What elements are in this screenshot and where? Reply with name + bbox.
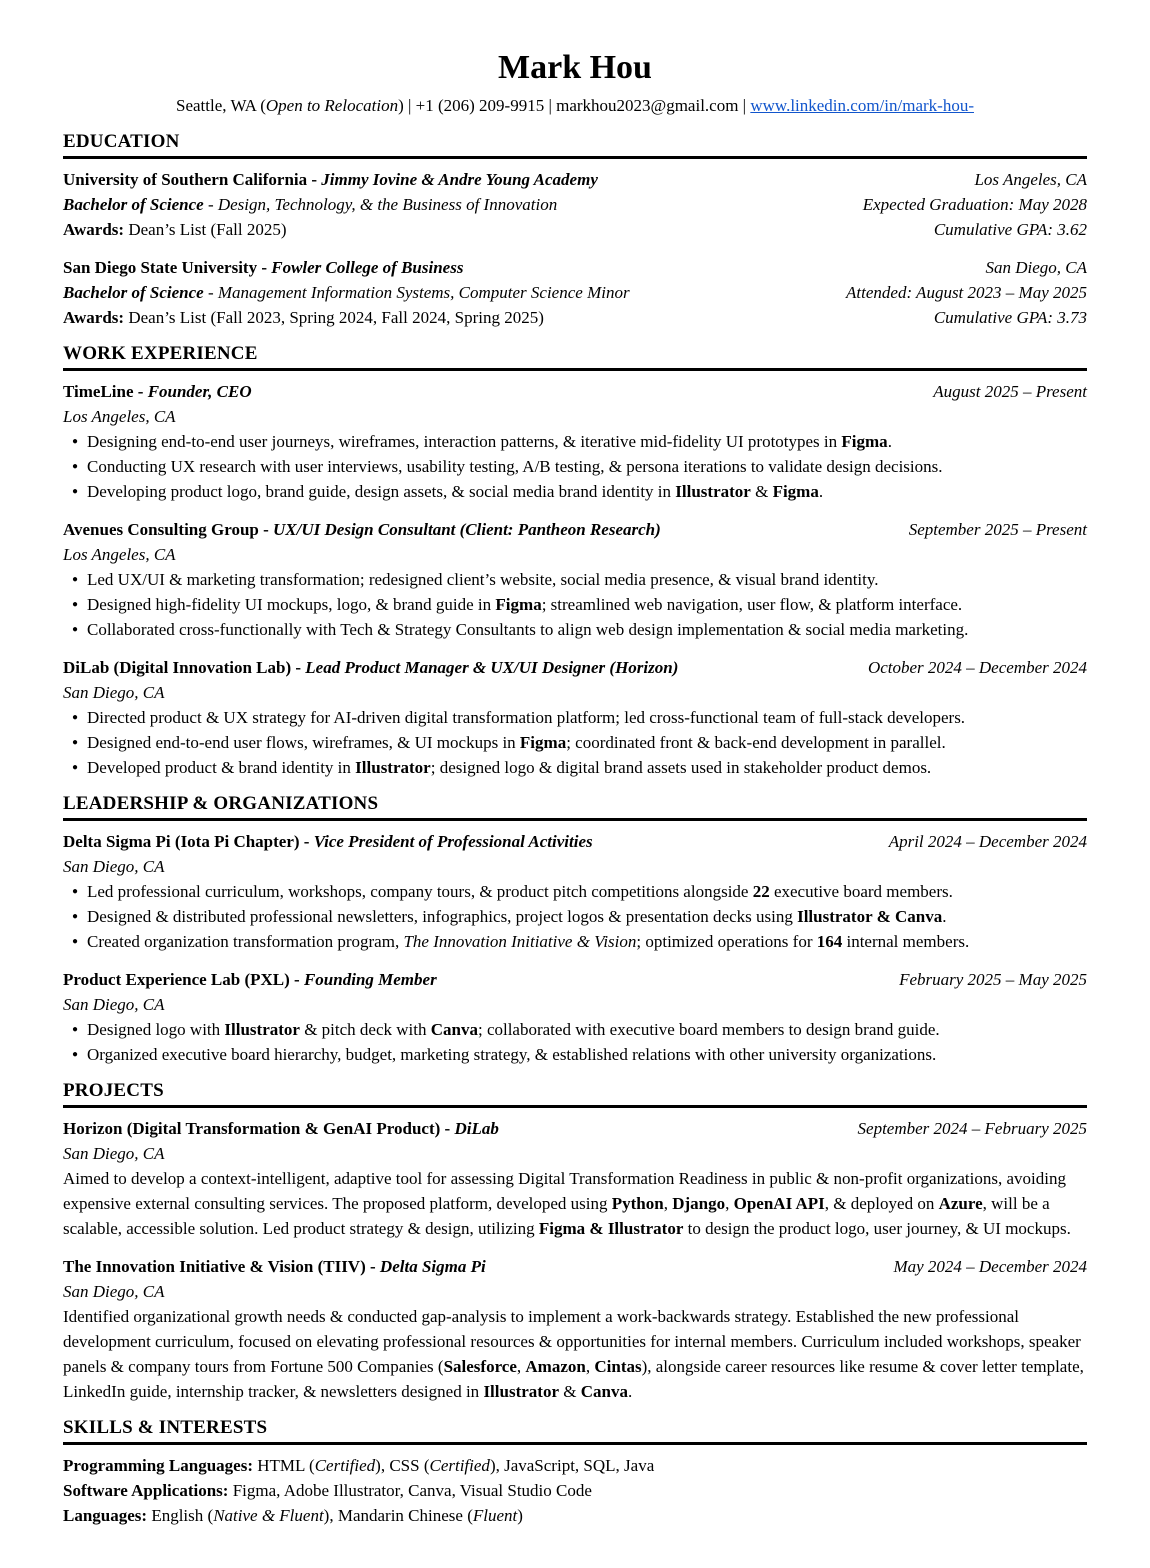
text-run: Python (611, 1194, 664, 1213)
text-run: University of Southern California - (63, 170, 322, 189)
text-run: Created organization transformation program, (87, 932, 404, 951)
text-run: Open to Relocation (265, 96, 399, 115)
text-run: Dean’s List (Fall 2025) (124, 220, 287, 239)
text-run: Figma (495, 595, 542, 614)
text-run: to design the product logo, user journey, & UI mockups. (683, 1219, 1071, 1238)
entry-row (63, 192, 1087, 217)
section-divider (63, 1442, 1087, 1445)
section-divider (63, 368, 1087, 371)
text-run: Directed product & UX strategy for AI-driven digital transformation platform; led cross-functional team of full-stack developers. (87, 708, 966, 727)
text-run: - Management Information Systems, Computer Science Minor (203, 283, 630, 302)
entry-header (63, 379, 1087, 404)
entry-right: Cumulative GPA: 3.73 (933, 308, 1087, 327)
text-run: Certified (429, 1456, 490, 1475)
entry-heading (63, 517, 885, 542)
text-run: Figma & Illustrator (538, 1219, 684, 1238)
bullet-text (87, 929, 1087, 954)
text-run: ), Mandarin Chinese ( (323, 1506, 473, 1525)
text-run: ) | +1 (206) 209-9915 | markhou2023@gmail.com | (398, 96, 751, 115)
entry-location: Los Angeles, CA (63, 407, 176, 426)
entry-location: San Diego, CA (63, 683, 165, 702)
entry-right: Attended: August 2023 – May 2025 (846, 283, 1087, 302)
entry (63, 1254, 1087, 1404)
text-run: OpenAI API (733, 1194, 825, 1213)
bullet-text (87, 1017, 1087, 1042)
entry (63, 517, 1087, 642)
bullet-item (63, 1017, 1087, 1042)
text-run: Native & Fluent (213, 1506, 324, 1525)
text-run: , (516, 1357, 526, 1376)
entry-header (63, 1254, 1087, 1279)
skills-line (63, 1478, 1087, 1503)
text-run: Illustrator (483, 1382, 559, 1401)
text-run: Organized executive board hierarchy, budget, marketing strategy, & established relations with other university organizations. (87, 1045, 937, 1064)
text-run: Figma (519, 733, 567, 752)
section-title: PROJECTS (63, 1080, 164, 1101)
entry-paragraph (63, 1304, 1087, 1404)
section-title: EDUCATION (63, 131, 180, 152)
text-run: Azure (938, 1194, 983, 1213)
text-run: Delta Sigma Pi (Iota Pi Chapter) - (63, 832, 314, 851)
text-run: Jimmy Iovine & Andre Young Academy (321, 170, 598, 189)
entry-date: October 2024 – December 2024 (867, 658, 1087, 677)
text-run: Figma (841, 432, 888, 451)
bullet-icon: ● (72, 737, 79, 748)
text-run: , (725, 1194, 734, 1213)
entry (63, 255, 1087, 330)
section-divider (63, 818, 1087, 821)
entry (63, 967, 1087, 1067)
entry-row (63, 305, 1087, 330)
bullet-text (87, 879, 1087, 904)
entry-left (63, 305, 910, 330)
entry-header (63, 829, 1087, 854)
text-run: DiLab (454, 1119, 499, 1138)
bullet-icon: ● (72, 486, 79, 497)
text-run: & (558, 1382, 581, 1401)
entry-right: Cumulative GPA: 3.62 (933, 220, 1087, 239)
resume-body (63, 130, 1087, 1528)
entry-heading (63, 655, 844, 680)
entry-date: April 2024 – December 2024 (888, 832, 1087, 851)
text-run: . (942, 907, 947, 926)
text-run: 164 (816, 932, 843, 951)
entry-heading (63, 829, 865, 854)
bullet-text (87, 454, 1087, 479)
section-divider (63, 156, 1087, 159)
text-run: UX/UI Design Consultant (Client: Pantheon Research) (273, 520, 661, 539)
bullet-icon: ● (72, 574, 79, 585)
entry-location: San Diego, CA (63, 1282, 165, 1301)
text-run: Lead Product Manager & UX/UI Designer (Horizon) (305, 658, 679, 677)
text-run: 22 (752, 882, 770, 901)
entry-row (63, 255, 1087, 280)
bullet-icon: ● (72, 886, 79, 897)
bullet-item (63, 929, 1087, 954)
entry-location: Los Angeles, CA (63, 545, 176, 564)
entry-header (63, 517, 1087, 542)
text-run: Illustrator & Canva (797, 907, 943, 926)
bullet-item (63, 879, 1087, 904)
entry-heading (63, 967, 875, 992)
bullet-text (87, 592, 1087, 617)
text-run: Fowler College of Business (271, 258, 464, 277)
text-run: Salesforce (443, 1357, 517, 1376)
bullet-text (87, 904, 1087, 929)
text-run: Designed high-fidelity UI mockups, logo, & brand guide in (87, 595, 496, 614)
bullet-list (63, 429, 1087, 504)
entry-row (63, 280, 1087, 305)
text-run: Canva (580, 1382, 628, 1401)
bullet-icon: ● (72, 1049, 79, 1060)
bullet-item (63, 755, 1087, 780)
bullet-icon: ● (72, 712, 79, 723)
text-run: ), CSS ( (375, 1456, 430, 1475)
entry-right: Expected Graduation: May 2028 (862, 195, 1087, 214)
bullet-icon: ● (72, 599, 79, 610)
entry-header (63, 967, 1087, 992)
bullet-icon: ● (72, 624, 79, 635)
bullet-list (63, 879, 1087, 954)
text-run: ; coordinated front & back-end development in parallel. (566, 733, 946, 752)
text-run: Founding Member (303, 970, 437, 989)
entry-paragraph (63, 1166, 1087, 1241)
text-run: Product Experience Lab (PXL) - (63, 970, 304, 989)
section-projects (63, 1079, 1087, 1404)
entry-left (63, 217, 910, 242)
text-run: Led UX/UI & marketing transformation; redesigned client’s website, social media presence, & visual brand identity. (87, 570, 879, 589)
text-run: Canva (430, 1020, 478, 1039)
text-run: , will be a scalable, accessible solution. Led product strategy & design, utilizing (63, 1194, 1050, 1238)
text-run: . (887, 432, 892, 451)
text-run: Amazon (525, 1357, 586, 1376)
text-run: Identified organizational growth needs & conducted gap-analysis to implement a work-backwards strategy. Established the new professional development curriculum, focused on elevating professional resources & opportunities for internal members. Curriculum included workshops, speaker panels & company tours from Fortune 500 Companies ( (63, 1307, 1081, 1376)
entry-left (63, 192, 839, 217)
text-run: Certified (314, 1456, 376, 1475)
bullet-list (63, 705, 1087, 780)
text-run: , (663, 1194, 673, 1213)
section-leadership-organizations (63, 792, 1087, 1067)
bullet-icon: ● (72, 1024, 79, 1035)
entry-row (63, 217, 1087, 242)
page-title: Mark Hou (498, 49, 652, 86)
text-run: Collaborated cross-functionally with Tech & Strategy Consultants to align web design implementation & social media marketing. (87, 620, 969, 639)
bullet-item (63, 429, 1087, 454)
text-run: HTML ( (253, 1456, 315, 1475)
entry-date: September 2025 – Present (908, 520, 1087, 539)
text-run: - Design, Technology, & the Business of Innovation (203, 195, 558, 214)
entry (63, 167, 1087, 242)
bullet-text (87, 567, 1087, 592)
text-run: Conducting UX research with user interviews, usability testing, A/B testing, & persona iterations to validate design decisions. (87, 457, 943, 476)
text-run: ), JavaScript, SQL, Java (489, 1456, 655, 1475)
text-run: Developing product logo, brand guide, design assets, & social media brand identity in (87, 482, 676, 501)
text-run: ; optimized operations for (636, 932, 817, 951)
entry-right: San Diego, CA (985, 258, 1087, 277)
text-run: The Innovation Initiative & Vision (403, 932, 637, 951)
bullet-item (63, 617, 1087, 642)
text-run: Illustrator (224, 1020, 300, 1039)
section-title: LEADERSHIP & ORGANIZATIONS (63, 793, 379, 814)
bullet-item (63, 730, 1087, 755)
entry (63, 1116, 1087, 1241)
entry-heading (63, 379, 909, 404)
bullet-text (87, 1042, 1087, 1067)
linkedin-link[interactable]: www.linkedin.com/in/mark-hou- (750, 96, 974, 115)
entry-header (63, 655, 1087, 680)
text-run: executive board members. (769, 882, 953, 901)
bullet-item (63, 904, 1087, 929)
text-run: Designed end-to-end user flows, wireframes, & UI mockups in (87, 733, 520, 752)
section-education (63, 130, 1087, 330)
bullet-icon: ● (72, 762, 79, 773)
bullet-list (63, 1017, 1087, 1067)
entry-date: February 2025 – May 2025 (899, 970, 1087, 989)
text-run: San Diego State University - (63, 258, 272, 277)
bullet-text (87, 479, 1087, 504)
bullet-icon: ● (72, 911, 79, 922)
text-run: Bachelor of Science (63, 283, 204, 302)
entry-heading (63, 1116, 834, 1141)
entry (63, 379, 1087, 504)
section-skills-interests (63, 1416, 1087, 1528)
text-run: Delta Sigma Pi (379, 1257, 486, 1276)
text-run: Designed & distributed professional newsletters, infographics, project logos & presentation decks using (87, 907, 798, 926)
bullet-item (63, 567, 1087, 592)
text-run: DiLab (Digital Innovation Lab) - (63, 658, 306, 677)
text-run: Dean’s List (Fall 2023, Spring 2024, Fall 2024, Spring 2025) (124, 308, 544, 327)
text-run: Illustrator (675, 482, 751, 501)
text-run: Seattle, WA ( (176, 96, 266, 115)
bullet-icon: ● (72, 436, 79, 447)
entry-date: May 2024 – December 2024 (893, 1257, 1087, 1276)
text-run: Awards: (63, 308, 125, 327)
entry-right: Los Angeles, CA (974, 170, 1087, 189)
text-run: ) (517, 1506, 523, 1525)
bullet-icon: ● (72, 461, 79, 472)
entry-left (63, 255, 961, 280)
entry-left (63, 280, 822, 305)
text-run: Figma, Adobe Illustrator, Canva, Visual Studio Code (228, 1481, 592, 1500)
text-run: Developed product & brand identity in (87, 758, 356, 777)
entry-location: San Diego, CA (63, 857, 165, 876)
text-run: Founder, CEO (147, 382, 252, 401)
bullet-item (63, 454, 1087, 479)
bullet-text (87, 429, 1087, 454)
text-run: Led professional curriculum, workshops, company tours, & product pitch competitions alongside (87, 882, 753, 901)
text-run: ; collaborated with executive board members to design brand guide. (477, 1020, 940, 1039)
entry-left (63, 167, 950, 192)
entry-date: August 2025 – Present (933, 382, 1087, 401)
text-run: ; designed logo & digital brand assets used in stakeholder product demos. (430, 758, 932, 777)
entry-date: September 2024 – February 2025 (857, 1119, 1087, 1138)
text-run: , (585, 1357, 595, 1376)
text-run: Languages: (63, 1506, 148, 1525)
text-run: & pitch deck with (299, 1020, 431, 1039)
text-run: Cintas (594, 1357, 642, 1376)
entry (63, 655, 1087, 780)
text-run: English ( (147, 1506, 214, 1525)
text-run: Fluent (472, 1506, 518, 1525)
bullet-text (87, 755, 1087, 780)
bullet-text (87, 705, 1087, 730)
text-run: Avenues Consulting Group - (63, 520, 274, 539)
text-run: Vice President of Professional Activities (313, 832, 593, 851)
text-run: & (750, 482, 773, 501)
text-run: Programming Languages: (63, 1456, 253, 1475)
text-run: internal members. (842, 932, 970, 951)
entry (63, 829, 1087, 954)
text-run: The Innovation Initiative & Vision (TIIV) - (63, 1257, 380, 1276)
text-run: ), alongside career resources like resume & cover letter template, LinkedIn guide, internship tracker, & newsletters designed in (63, 1357, 1084, 1401)
entry-location: San Diego, CA (63, 1144, 165, 1163)
section-title: WORK EXPERIENCE (63, 343, 258, 364)
bullet-item (63, 1042, 1087, 1067)
text-run: Software Applications: (63, 1481, 229, 1500)
text-run: TimeLine - (63, 382, 148, 401)
text-run: Figma (772, 482, 819, 501)
entry-header (63, 1116, 1087, 1141)
text-run: Illustrator (355, 758, 431, 777)
text-run: Django (672, 1194, 726, 1213)
skills-line (63, 1503, 1087, 1528)
header (63, 48, 1087, 118)
bullet-item (63, 479, 1087, 504)
bullet-icon: ● (72, 936, 79, 947)
entry-row (63, 167, 1087, 192)
text-run: . (818, 482, 824, 501)
section-divider (63, 1105, 1087, 1108)
section-title: SKILLS & INTERESTS (63, 1417, 268, 1438)
text-run: ; streamlined web navigation, user flow, & platform interface. (541, 595, 963, 614)
contact-line (63, 93, 1087, 118)
bullet-text (87, 617, 1087, 642)
text-run: Horizon (Digital Transformation & GenAI Product) - (63, 1119, 455, 1138)
bullet-item (63, 705, 1087, 730)
text-run: Designed logo with (87, 1020, 225, 1039)
entry-location: San Diego, CA (63, 995, 165, 1014)
text-run: . (627, 1382, 633, 1401)
bullet-text (87, 730, 1087, 755)
bullet-item (63, 592, 1087, 617)
skills-line (63, 1453, 1087, 1478)
text-run: Designing end-to-end user journeys, wireframes, interaction patterns, & iterative mid-fidelity UI prototypes in (87, 432, 842, 451)
entry-heading (63, 1254, 869, 1279)
text-run: Bachelor of Science (63, 195, 204, 214)
text-run: Aimed to develop a context-intelligent, adaptive tool for assessing Digital Transformation Readiness in public & non-profit organizations, avoiding expensive external consulting services. The proposed platform, developed using (63, 1169, 1066, 1213)
text-run: , & deployed on (824, 1194, 939, 1213)
section-work-experience (63, 342, 1087, 780)
text-run: Awards: (63, 220, 125, 239)
bullet-list (63, 567, 1087, 642)
